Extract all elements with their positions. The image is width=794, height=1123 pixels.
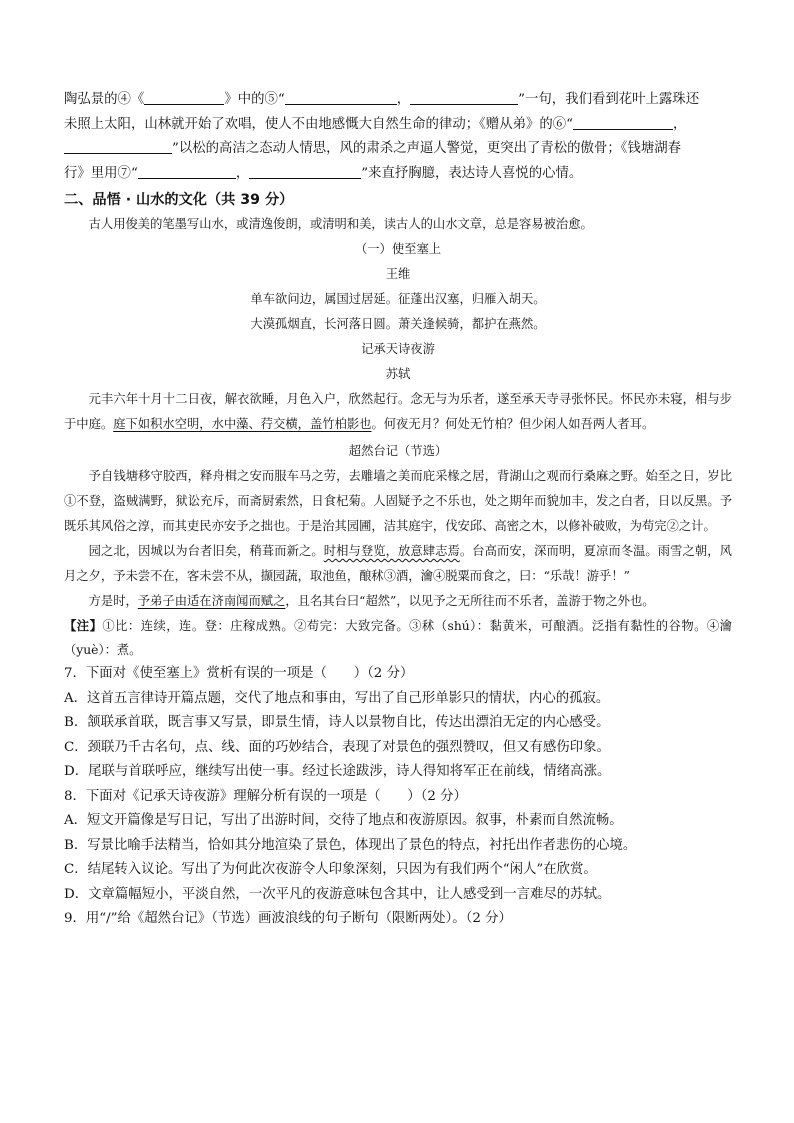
underlined-sentence: 予弟子由适在济南闻而赋之	[137, 594, 286, 608]
text-paragraph: 方是时，予弟子由适在济南闻而赋之，且名其台曰“超然”，以见予之无所往而不乐者，盖游于物之外也。	[88, 594, 655, 608]
fill-line-4	[64, 162, 732, 187]
option-a[interactable]: A．短文开篇像是写日记，写出了出游时间，交待了地点和夜游原因。叙事，朴素而自然流畅。	[64, 813, 623, 828]
question-9	[64, 907, 732, 932]
annotation-notes: 【注】①比：连续，连。登：庄稼成熟。②苟完：大致完备。③秫（shú）：黏黄米，可酿酒。泛指有黏性的谷物。④瀹（yuè）：煮。	[64, 618, 732, 657]
option-c[interactable]: C．颈联乃千古名句，点、线、面的巧妙结合，表现了对景色的强烈赞叹，但又有感伤印象。	[64, 739, 610, 755]
blank-6a[interactable]	[573, 115, 673, 130]
blank-5a[interactable]	[285, 90, 397, 105]
blank-6b[interactable]	[64, 139, 172, 154]
text-paragraph: 园之北，因城以为台者旧矣，稍葺而新之。时相与登览，放意肆志焉。台高而安，深而明，夏凉而冬温。雨雪之朝，风月之夕，予未尝不在，客未尝不从，撷园蔬，取池鱼，酿秫③酒，瀹④脱粟而食之，曰：“乐哉！游乎！”	[64, 544, 732, 583]
text-chengtiansi	[64, 337, 732, 437]
fill-text: 》中的⑤“	[224, 92, 285, 107]
blank-5b[interactable]	[410, 90, 518, 105]
fill-line-1	[64, 88, 732, 113]
poem-title: （一）使至塞上	[354, 242, 442, 256]
wavy-sentence: 时相与登览，放意肆志焉	[323, 544, 460, 558]
option-b[interactable]: B．写景比喻手法精当，恰如其分地渲染了景色，体现出了景色的特点，衬托出作者悲伤的心境。	[64, 837, 637, 853]
poem-shizhi-saishang	[64, 237, 732, 337]
fill-text: ，	[235, 165, 250, 181]
section-title: 二、品悟 · 山水的文化（共 39 分）	[64, 192, 294, 208]
fill-text: 陶弘景的④《	[64, 92, 145, 107]
fill-text: ，	[673, 116, 687, 132]
option-c[interactable]: C．结尾转入议论。写出了为何此次夜游令人印象深刻，只因为有我们两个“闲人”在欣赏。	[64, 862, 597, 877]
poem-line: 单车欲问边，属国过居延。征蓬出汉塞，归雁入胡天。	[250, 292, 546, 306]
text-chaorantai	[64, 439, 732, 662]
question-7	[64, 662, 732, 785]
question-stem: 8．下面对《记承天诗夜游》理解分析有误的一项是（ ）（2 分）	[64, 788, 467, 804]
text-title: 超然台记（节选）	[348, 444, 448, 458]
option-d[interactable]: D．尾联与首联呼应，继续写出使一事。经过长途跋涉，诗人得知将军正在前线，情绪高涨。	[64, 764, 611, 779]
fill-in-section	[64, 88, 732, 186]
option-d[interactable]: D．文章篇幅短小，平淡自然，一次平凡的夜游意味包含其中，让人感受到一言难尽的苏轼。	[64, 886, 611, 902]
blank-7a[interactable]	[138, 164, 236, 179]
poem-line: 大漠孤烟直，长河落日圆。萧关逢候骑，都护在燕然。	[250, 317, 546, 331]
fill-text: ”一句，我们看到花叶上露珠还	[518, 92, 700, 107]
question-stem: 7．下面对《使至塞上》赏析有误的一项是（ ）（2 分）	[64, 666, 414, 681]
text-author: 苏轼	[385, 367, 411, 381]
fill-text: ”来直抒胸臆，表达诗人喜悦的心情。	[361, 165, 583, 181]
fill-text: 行》里用⑦“	[64, 165, 138, 181]
question-stem: 9．用“/”给《超然台记》（节选）画波浪线的句子断句（限断两处）。（2 分）	[64, 911, 512, 926]
blank-4[interactable]	[144, 90, 224, 105]
poem-author: 王维	[385, 267, 411, 281]
fill-text: ”以松的高洁之态动人情思，风的肃杀之声逼人警觉，更突出了青松的傲骨；《钱塘湖春	[172, 141, 681, 156]
underlined-sentence: 庭下如积水空明，水中藻、荇交横，盖竹柏影也	[113, 417, 372, 431]
fill-line-3	[64, 137, 732, 162]
text-paragraph: 元丰六年十月十二日夜，解衣欲睡，月色入户，欣然起行。念无与为乐者，遂至承天寺寻张怀民。怀民亦未寝，相与步于中庭。庭下如积水空明，水中藻、荇交横，盖竹柏影也。何夜无月？何处无竹柏？但少闲人如吾两人者耳。	[64, 392, 732, 431]
fill-text: 未照上太阳，山林就开始了欢唱，使人不由地感慨大自然生命的律动；《赠从弟》的⑥“	[64, 116, 573, 132]
blank-7b[interactable]	[249, 164, 361, 179]
fill-text: ，	[396, 92, 411, 107]
question-8	[64, 785, 732, 908]
text-paragraph: 予自钱塘移守胶西，释舟楫之安而服车马之劳，去雕墙之美而庇采椽之居，背湖山之观而行桑麻之野。始至之日，岁比①不登，盗贼满野，狱讼充斥，而斋厨索然，日食杞菊。人固疑予之不乐也，处之期年而貌加丰，发之白者，日以反黑。予既乐其风俗之淳，而其吏民亦安予之拙也。于是治其园圃，洁其庭宇，伐安邱、高密之木，以修补破败，为苟完②之计。	[64, 469, 732, 533]
option-a[interactable]: A．这首五言律诗开篇点题，交代了地点和事由，写出了自己形单影只的情状，内心的孤寂。	[64, 690, 610, 706]
section-intro: 古人用俊美的笔墨写山水，或清逸俊朗，或清明和美，读古人的山水文章，总是容易被治愈。	[88, 217, 593, 231]
text-title: 记承天诗夜游	[361, 342, 435, 356]
option-b[interactable]: B．颔联承首联，既言事又写景，即景生情，诗人以景物自比，传达出漂泊无定的内心感受。	[64, 715, 610, 730]
fill-line-2	[64, 113, 732, 138]
